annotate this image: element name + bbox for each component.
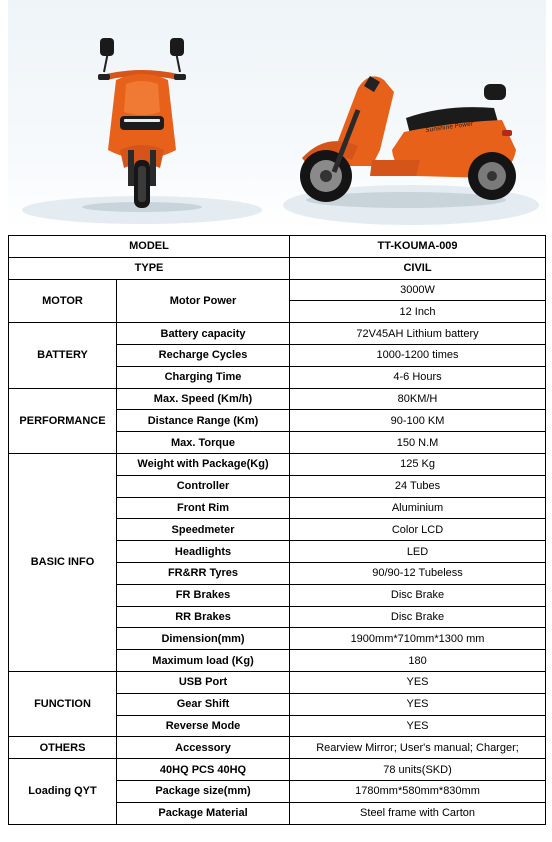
table-row — [9, 388, 546, 410]
spec-label: USB Port — [117, 671, 290, 693]
group-label-performance: PERFORMANCE — [9, 388, 117, 453]
table-row — [9, 737, 546, 759]
spec-label: Package size(mm) — [117, 780, 290, 802]
spec-value: Rearview Mirror; User's manual; Charger; — [290, 737, 546, 759]
spec-value: Disc Brake — [290, 606, 546, 628]
spec-value: 80KM/H — [290, 388, 546, 410]
spec-value: YES — [290, 693, 546, 715]
spec-label: Front Rim — [117, 497, 290, 519]
spec-label: FR Brakes — [117, 584, 290, 606]
table-row — [9, 236, 546, 258]
spec-label: Headlights — [117, 541, 290, 563]
spec-value: YES — [290, 671, 546, 693]
spec-value: 90-100 KM — [290, 410, 546, 432]
spec-value: 1900mm*710mm*1300 mm — [290, 628, 546, 650]
side-lettering: Sunshine Power — [425, 120, 474, 134]
product-images — [0, 0, 552, 232]
group-label-motor: MOTOR — [9, 279, 117, 323]
group-label-basic-info: BASIC INFO — [9, 453, 117, 671]
table-row — [9, 759, 546, 781]
spec-label: Accessory — [117, 737, 290, 759]
spec-value: Aluminium — [290, 497, 546, 519]
scooter-front-view — [8, 0, 276, 230]
spec-label: 40HQ PCS 40HQ — [117, 759, 290, 781]
table-row — [9, 323, 546, 345]
group-label-function: FUNCTION — [9, 671, 117, 736]
group-label-loading-qyt: Loading QYT — [9, 759, 117, 824]
table-row — [9, 671, 546, 693]
spec-label: Max. Torque — [117, 432, 290, 454]
spec-value: 1000-1200 times — [290, 344, 546, 366]
spec-label: Distance Range (Km) — [117, 410, 290, 432]
group-label-battery: BATTERY — [9, 323, 117, 388]
scooter-side-view — [276, 0, 546, 230]
spec-label: Charging Time — [117, 366, 290, 388]
spec-label: Weight with Package(Kg) — [117, 453, 290, 475]
table-row — [9, 257, 546, 279]
table-row — [9, 279, 546, 301]
spec-label: RR Brakes — [117, 606, 290, 628]
spec-value: 24 Tubes — [290, 475, 546, 497]
spec-value: Color LCD — [290, 519, 546, 541]
group-label-others: OTHERS — [9, 737, 117, 759]
spec-value: 78 units(SKD) — [290, 759, 546, 781]
spec-value: YES — [290, 715, 546, 737]
spec-value: Disc Brake — [290, 584, 546, 606]
spec-label: Dimension(mm) — [117, 628, 290, 650]
spec-label: Motor Power — [117, 279, 290, 323]
spec-value: 125 Kg — [290, 453, 546, 475]
spec-value: LED — [290, 541, 546, 563]
spec-label: Controller — [117, 475, 290, 497]
spec-label: Battery capacity — [117, 323, 290, 345]
type-value: CIVIL — [290, 257, 546, 279]
spec-value: 72V45AH Lithium battery — [290, 323, 546, 345]
type-label: TYPE — [9, 257, 290, 279]
spec-label: Recharge Cycles — [117, 344, 290, 366]
spec-value: 180 — [290, 650, 546, 672]
spec-label: Reverse Mode — [117, 715, 290, 737]
spec-value: 150 N.M — [290, 432, 546, 454]
model-value: TT-KOUMA-009 — [290, 236, 546, 258]
table-row — [9, 453, 546, 475]
spec-value: 12 Inch — [290, 301, 546, 323]
spec-value: 3000W — [290, 279, 546, 301]
model-label: MODEL — [9, 236, 290, 258]
spec-label: Maximum load (Kg) — [117, 650, 290, 672]
spec-label: Package Material — [117, 802, 290, 824]
spec-label: Max. Speed (Km/h) — [117, 388, 290, 410]
spec-value: 4-6 Hours — [290, 366, 546, 388]
spec-label: Speedmeter — [117, 519, 290, 541]
spec-value: 1780mm*580mm*830mm — [290, 780, 546, 802]
spec-table — [8, 235, 546, 825]
spec-value: 90/90-12 Tubeless — [290, 562, 546, 584]
spec-value: Steel frame with Carton — [290, 802, 546, 824]
spec-label: Gear Shift — [117, 693, 290, 715]
spec-label: FR&RR Tyres — [117, 562, 290, 584]
